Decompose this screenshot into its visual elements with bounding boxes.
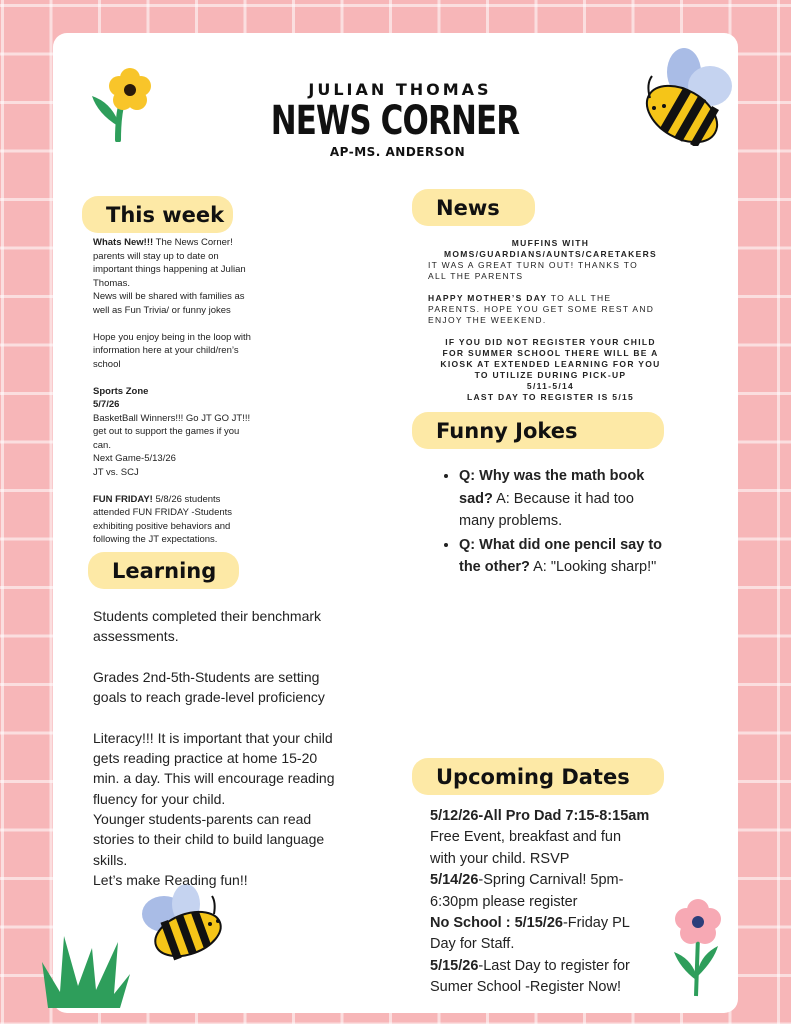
- learning-line: Literacy!!! It is important that your child: [93, 729, 333, 746]
- summer-line: TO UTILIZE DURING PICK-UP: [474, 370, 627, 380]
- school-name: JULIAN THOMAS: [308, 80, 492, 99]
- sports-line: BasketBall Winners!!! Go JT GO JT!!!: [93, 412, 251, 424]
- this-week-section: [93, 236, 293, 547]
- event-date: 5/12/26-All Pro Dad 7:15-8:15am: [430, 808, 650, 824]
- mothers-day-bold: HAPPY MOTHER’S DAY: [428, 293, 548, 303]
- event-text: -Last Day to register for: [478, 957, 630, 974]
- sports-line: can.: [93, 439, 111, 451]
- friday-line: exhibiting positive behaviors and: [93, 520, 231, 532]
- page-title: NEWS CORNER: [270, 98, 520, 144]
- upcoming-dates-section: [430, 806, 710, 999]
- summer-line: IF YOU DID NOT REGISTER YOUR CHILD: [445, 337, 656, 347]
- intro-line: important things happening at Julian: [93, 264, 246, 275]
- joke-question: the other?: [459, 559, 530, 575]
- mothers-day-text: ENJOY THE WEEKEND.: [428, 315, 547, 325]
- intro-line: The News Corner!: [153, 237, 233, 248]
- learning-line: stories to their child to build language: [93, 831, 325, 848]
- learning-section: [93, 606, 363, 890]
- jokes-section: [437, 465, 707, 580]
- mothers-day-text: PARENTS. HOPE YOU GET SOME REST AND: [428, 304, 655, 314]
- friday-line: following the JT expectations.: [93, 534, 218, 545]
- fun-friday-bold: FUN FRIDAY!: [93, 493, 153, 505]
- summer-line: 5/11-5/14: [526, 381, 575, 391]
- joke-question: Q: What did one pencil say to: [459, 536, 663, 553]
- summer-line: FOR SUMMER SCHOOL THERE WILL BE A: [442, 348, 659, 358]
- learning-line: goals to reach grade-level proficiency: [93, 689, 325, 706]
- joke-answer: A: Because it had too: [492, 490, 634, 507]
- joke-answer: many problems.: [459, 513, 563, 529]
- loop-line: Hope you enjoy being in the loop with: [93, 331, 251, 343]
- learning-heading: Learning: [88, 552, 239, 589]
- news-heading: News: [412, 189, 535, 226]
- learning-line: fluency for your child.: [93, 790, 226, 807]
- intro-line: Thomas.: [93, 277, 130, 289]
- learning-line: skills.: [93, 851, 128, 868]
- joke-item: [459, 534, 707, 579]
- intro-line: News will be shared with families as: [93, 291, 245, 302]
- funny-jokes-heading: Funny Jokes: [412, 412, 664, 449]
- event-date: 5/14/26: [430, 872, 479, 889]
- friday-line: attended FUN FRIDAY -Students: [93, 507, 233, 518]
- sports-date: 5/7/26: [93, 399, 120, 410]
- page-subtitle: AP-MS. ANDERSON: [329, 145, 466, 159]
- event-date: 5/15/26: [430, 957, 479, 974]
- jokes-list: [437, 465, 707, 579]
- muffins-title: MOMS/GUARDIANS/AUNTS/CARETAKERS: [444, 249, 657, 259]
- event-text: Day for Staff.: [430, 936, 515, 953]
- joke-item: [459, 465, 707, 533]
- grass-icon: [40, 934, 132, 1010]
- summer-line: LAST DAY TO REGISTER IS 5/15: [466, 392, 635, 402]
- intro-line: well as Fun Trivia/ or funny jokes: [93, 304, 231, 316]
- sports-line: JT vs. SCJ: [93, 466, 139, 478]
- this-week-heading: This week: [82, 196, 233, 233]
- learning-line: assessments.: [93, 628, 179, 645]
- yellow-flower-icon: [88, 66, 158, 142]
- mothers-day-text: TO ALL THE: [547, 293, 612, 303]
- learning-line: gets reading practice at home 15-20: [93, 750, 318, 767]
- sports-heading: Sports Zone: [93, 385, 149, 397]
- intro-bold: Whats New!!!: [93, 237, 154, 248]
- event-text: -Spring Carnival! 5pm-: [478, 872, 624, 889]
- event-text: Sumer School -Register Now!: [430, 979, 621, 996]
- upcoming-dates-heading: Upcoming Dates: [412, 758, 664, 795]
- friday-line: 5/8/26 students: [152, 493, 221, 505]
- sports-line: Next Game-5/13/26: [93, 453, 176, 464]
- learning-line: min. a day. This will encourage reading: [93, 770, 335, 787]
- event-text: -Friday PL: [562, 915, 630, 932]
- muffins-body: ALL THE PARENTS: [428, 271, 524, 281]
- learning-line: Grades 2nd-5th-Students are setting: [93, 668, 320, 685]
- joke-answer: A: "Looking sharp!": [529, 559, 657, 575]
- event-date: No School : 5/15/26: [430, 915, 563, 932]
- loop-line: information here at your child/ren’s: [93, 345, 239, 356]
- news-section: [428, 238, 673, 403]
- bee-icon: [632, 46, 740, 146]
- sports-line: get out to support the games if you: [93, 426, 240, 437]
- event-text: with your child. RSVP: [430, 850, 570, 867]
- learning-line: Students completed their benchmark: [93, 608, 322, 624]
- intro-line: parents will stay up to date on: [93, 250, 219, 262]
- joke-question: Q: Why was the math book: [459, 468, 645, 484]
- muffins-body: IT WAS A GREAT TURN OUT! THANKS TO: [428, 260, 638, 270]
- loop-line: school: [93, 358, 121, 370]
- summer-line: KIOSK AT EXTENDED LEARNING FOR YOU: [440, 359, 661, 369]
- learning-line: Younger students-parents can read: [93, 810, 312, 827]
- learning-line: Let’s make Reading fun!!: [93, 871, 248, 888]
- muffins-title: MUFFINS WITH: [511, 238, 590, 248]
- event-text: Free Event, breakfast and fun: [430, 829, 622, 846]
- joke-question: sad?: [459, 490, 493, 507]
- event-text: 6:30pm please register: [430, 893, 578, 910]
